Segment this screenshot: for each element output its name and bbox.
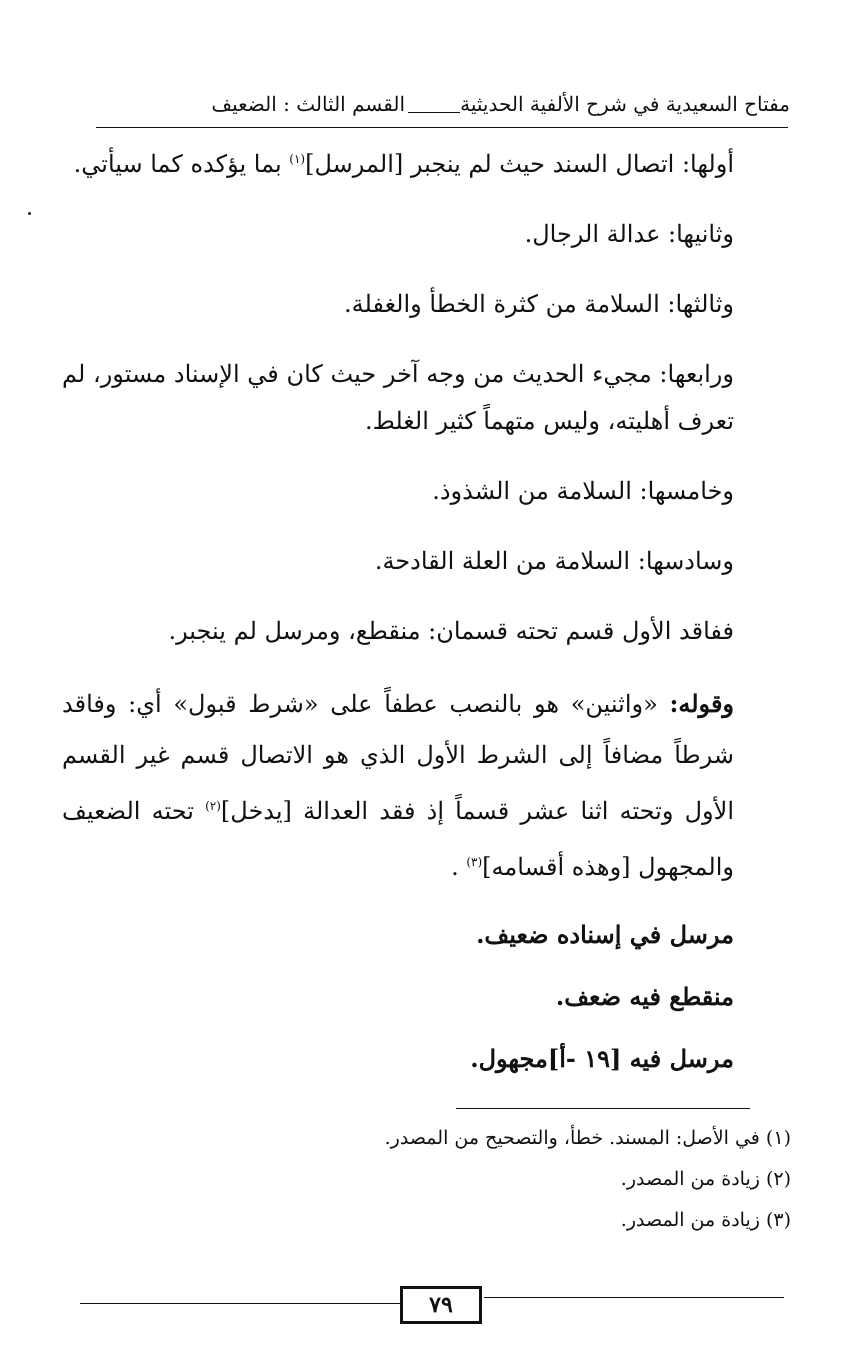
footnote-rule	[456, 1108, 750, 1109]
header-divider	[408, 112, 460, 113]
scan-speck	[28, 212, 31, 215]
commentary-lead: وقوله:	[669, 689, 734, 718]
footer-rule-left	[80, 1303, 400, 1304]
page-number: ٧٩	[400, 1286, 482, 1324]
footnote-1: (١) في الأصل: المسند. خطأ، والتصحيح من المصدر.	[384, 1127, 791, 1149]
paragraph-sixth-condition: وسادسها: السلامة من العلة القادحة.	[374, 547, 734, 575]
paragraph-text: أولها: اتصال السند حيث لم ينجبر [المرسل]	[305, 150, 734, 178]
footnote-ref-1: (١)	[289, 152, 306, 166]
header-book-title: مفتاح السعيدية في شرح الألفية الحديثية	[460, 92, 790, 116]
body-text	[62, 136, 734, 1097]
running-header	[90, 86, 790, 126]
list-item: مرسل في إسناده ضعيف.	[476, 920, 734, 949]
paragraph-fifth-condition: وخامسها: السلامة من الشذوذ.	[432, 477, 734, 505]
footnotes	[271, 1124, 791, 1247]
header-rule	[96, 127, 788, 128]
paragraph-commentary	[62, 678, 734, 893]
list-item: منقطع فيه ضعف.	[555, 982, 734, 1011]
footnote-3: (٣) زيادة من المصدر.	[620, 1209, 791, 1231]
footnote-ref-2: (٢)	[205, 799, 221, 813]
footer-rule-right	[484, 1297, 784, 1298]
list-item: مرسل فيه [١٩ -أ]مجهول.	[470, 1044, 734, 1073]
header-section-title: القسم الثالث : الضعيف	[211, 92, 405, 116]
footnote-ref-3: (٣)	[466, 855, 483, 869]
paragraph-second-condition: وثانيها: عدالة الرجال.	[524, 220, 734, 248]
footnote-2: (٢) زيادة من المصدر.	[620, 1168, 791, 1190]
commentary-text: تحته الضعيف والمجهول [وهذه أقسامه]	[62, 797, 734, 881]
paragraph-first-category: ففاقد الأول قسم تحته قسمان: منقطع، ومرسل لم ينجبر.	[168, 617, 734, 645]
paragraph-text: بما يؤكده كما سيأتي.	[73, 150, 290, 178]
commentary-text: «واثنين» هو بالنصب عطفاً على «شرط قبول» أي: وفاقد شرطاً مضافاً إلى الشرط الأول الذي هو الاتصال قسم غير القسم الأول وتحته اثنا عشر قسماً إذ فقد العدالة [يدخل]	[62, 690, 734, 825]
commentary-text: .	[451, 853, 467, 881]
paragraph-fourth-condition: ورابعها: مجيء الحديث من وجه آخر حيث كان في الإسناد مستور، لم تعرف أهليته، وليس متهماً كثير الغلط.	[62, 360, 734, 435]
paragraph-third-condition: وثالثها: السلامة من كثرة الخطأ والغفلة.	[344, 290, 734, 318]
paragraph-first-condition	[62, 136, 734, 188]
